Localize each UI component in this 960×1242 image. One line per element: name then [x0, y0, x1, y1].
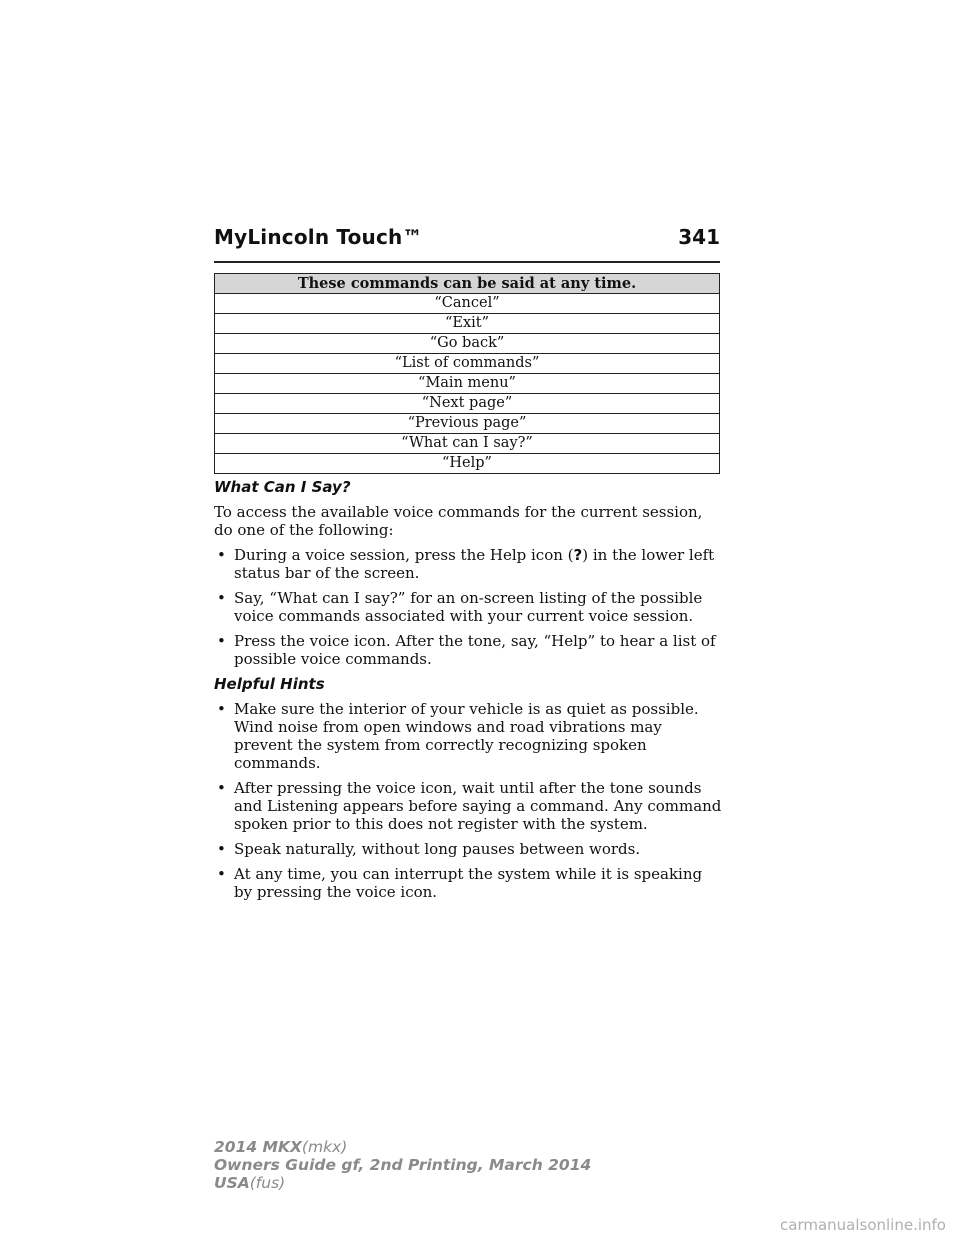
- list-item: [214, 865, 724, 901]
- footer-model-code: (mkx): [301, 1138, 348, 1156]
- table-row: [215, 314, 720, 334]
- command-help: “Help”: [215, 454, 720, 474]
- section-heading-what-can-i-say: What Can I Say?: [214, 478, 351, 496]
- table-row: [215, 354, 720, 374]
- main-content: [214, 478, 724, 908]
- helpful-hints-list: [214, 700, 724, 901]
- help-question-icon: ?: [573, 546, 583, 564]
- intro-paragraph: To access the available voice commands for the current session, do one of the following:: [214, 503, 703, 539]
- footer-line-region: [214, 1174, 591, 1192]
- command-main-menu: “Main menu”: [215, 374, 720, 394]
- page-number: 341: [678, 225, 720, 249]
- footer-model: 2014 MKX: [214, 1138, 302, 1156]
- bullet-text: Say, “What can I say?” for an on-screen listing of the possible voice commands associated with your current voice session.: [234, 589, 703, 625]
- bullet-icon: •: [217, 546, 226, 564]
- bullet-icon: •: [217, 865, 226, 883]
- table-row: [215, 294, 720, 314]
- command-previous-page: “Previous page”: [215, 414, 720, 434]
- command-next-page: “Next page”: [215, 394, 720, 414]
- table-heading: These commands can be said at any time.: [215, 274, 720, 294]
- bullet-icon: •: [217, 632, 226, 650]
- page-title: MyLincoln Touch™: [214, 225, 423, 249]
- list-item: [214, 546, 724, 582]
- bullet-icon: •: [217, 779, 226, 797]
- bullet-text: Make sure the interior of your vehicle is as quiet as possible. Wind noise from open windows and road vibrations may prevent the system from correctly recognizing spoken commands.: [234, 700, 699, 772]
- bullet-icon: •: [217, 700, 226, 718]
- footer-region-code: (fus): [249, 1174, 286, 1192]
- table-header-row: [215, 274, 720, 294]
- commands-table: [214, 273, 720, 474]
- list-item: [214, 840, 724, 858]
- list-item: [214, 589, 724, 625]
- bullet-text: During a voice session, press the Help icon (: [234, 546, 574, 564]
- list-item: [214, 779, 724, 833]
- table-row: [215, 374, 720, 394]
- bullet-text: Press the voice icon. After the tone, say, “Help” to hear a list of possible voice commands.: [234, 632, 716, 668]
- footer-guide: Owners Guide gf, 2nd Printing, March 2014: [214, 1156, 592, 1174]
- what-can-i-say-list: [214, 546, 724, 668]
- page-header: [214, 225, 720, 263]
- table-row: [215, 454, 720, 474]
- command-what-can-i-say: “What can I say?”: [215, 434, 720, 454]
- document-footer: [214, 1138, 591, 1192]
- list-item: [214, 700, 724, 772]
- command-list-of-commands: “List of commands”: [215, 354, 720, 374]
- bullet-icon: •: [217, 589, 226, 607]
- table-row: [215, 334, 720, 354]
- table-row: [215, 414, 720, 434]
- footer-region: USA: [214, 1174, 250, 1192]
- command-exit: “Exit”: [215, 314, 720, 334]
- list-item: [214, 632, 724, 668]
- footer-line-model: [214, 1138, 591, 1156]
- command-go-back: “Go back”: [215, 334, 720, 354]
- command-cancel: “Cancel”: [215, 294, 720, 314]
- bullet-text: ) in the lower left status bar of the screen.: [234, 546, 715, 582]
- table-row: [215, 434, 720, 454]
- table-row: [215, 394, 720, 414]
- section-heading-helpful-hints: Helpful Hints: [214, 675, 325, 693]
- watermark: carmanualsonline.info: [780, 1216, 946, 1234]
- bullet-text: Speak naturally, without long pauses between words.: [234, 840, 641, 858]
- bullet-icon: •: [217, 840, 226, 858]
- bullet-text: At any time, you can interrupt the system while it is speaking by pressing the voice icon.: [234, 865, 703, 901]
- footer-line-guide: [214, 1156, 591, 1174]
- bullet-text: After pressing the voice icon, wait until after the tone sounds and Listening appears before saying a command. Any command spoken prior to this does not register with the system.: [234, 779, 722, 833]
